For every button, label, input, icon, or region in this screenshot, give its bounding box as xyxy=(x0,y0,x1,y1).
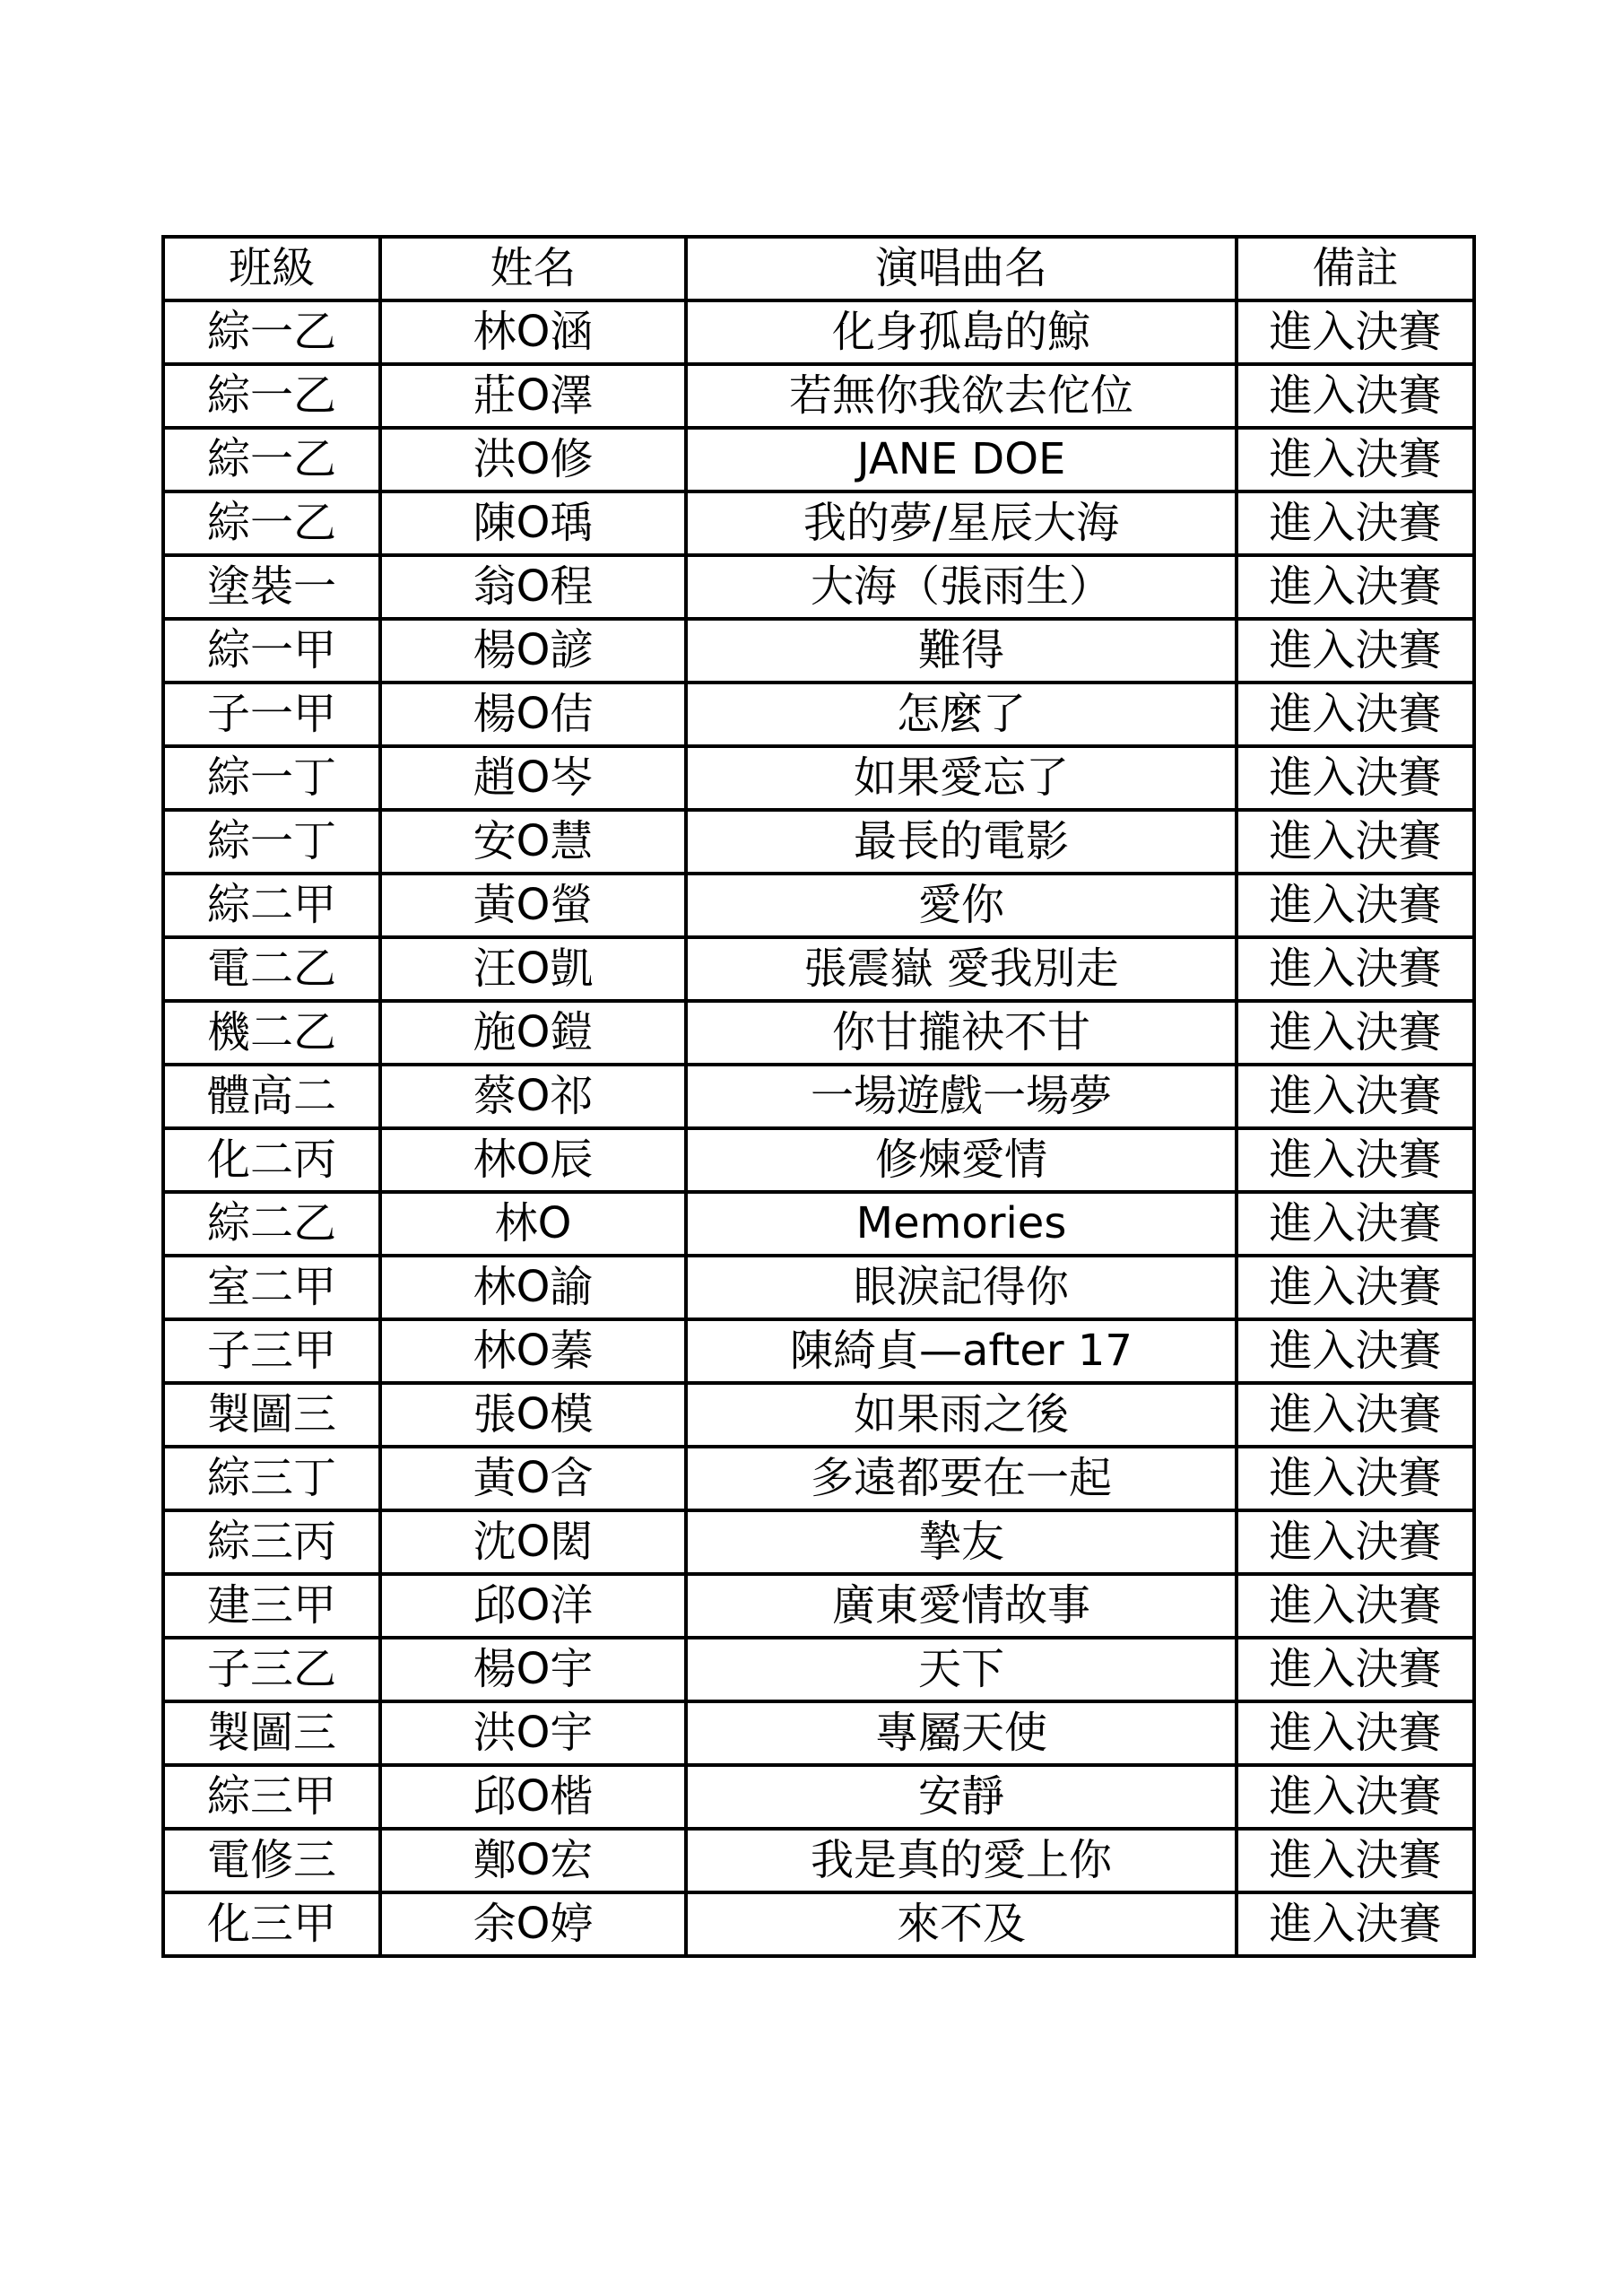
cell-class: 綜一甲 xyxy=(163,619,380,683)
table-row xyxy=(163,428,1474,491)
cell-note: 進入決賽 xyxy=(1237,1574,1474,1638)
cell-name: 楊O宇 xyxy=(380,1638,686,1701)
cell-name: 邱O楷 xyxy=(380,1765,686,1829)
cell-name: 汪O凱 xyxy=(380,937,686,1001)
cell-class: 電二乙 xyxy=(163,937,380,1001)
cell-name: 陳O瑀 xyxy=(380,491,686,555)
cell-class: 綜二甲 xyxy=(163,874,380,937)
cell-class: 製圖三 xyxy=(163,1383,380,1447)
table-header xyxy=(163,237,1474,300)
header-row xyxy=(163,237,1474,300)
cell-class: 綜一丁 xyxy=(163,746,380,810)
table-row xyxy=(163,300,1474,364)
cell-note: 進入決賽 xyxy=(1237,937,1474,1001)
cell-name: 鄭O宏 xyxy=(380,1829,686,1892)
cell-name: 林O辰 xyxy=(380,1128,686,1192)
cell-name: 洪O宇 xyxy=(380,1701,686,1765)
cell-class: 綜三丁 xyxy=(163,1447,380,1510)
cell-class: 綜三丙 xyxy=(163,1510,380,1574)
cell-note: 進入決賽 xyxy=(1237,1892,1474,1956)
cell-note: 進入決賽 xyxy=(1237,1192,1474,1256)
table-row xyxy=(163,619,1474,683)
cell-note: 進入決賽 xyxy=(1237,1319,1474,1383)
table-row xyxy=(163,491,1474,555)
cell-class: 室二甲 xyxy=(163,1256,380,1319)
cell-class: 機二乙 xyxy=(163,1001,380,1065)
table-row xyxy=(163,1383,1474,1447)
cell-name: 楊O佶 xyxy=(380,683,686,746)
table-row xyxy=(163,1829,1474,1892)
cell-song: 大海（張雨生） xyxy=(686,555,1237,619)
table-body xyxy=(163,300,1474,1956)
table-row xyxy=(163,1001,1474,1065)
cell-class: 綜一乙 xyxy=(163,364,380,428)
cell-song: JANE DOE xyxy=(686,428,1237,491)
table-row xyxy=(163,1574,1474,1638)
cell-note: 進入決賽 xyxy=(1237,746,1474,810)
cell-song: 來不及 xyxy=(686,1892,1237,1956)
cell-name: 林O涵 xyxy=(380,300,686,364)
cell-class: 體高二 xyxy=(163,1065,380,1128)
cell-note: 進入決賽 xyxy=(1237,619,1474,683)
cell-song: 難得 xyxy=(686,619,1237,683)
cell-name: 翁O程 xyxy=(380,555,686,619)
cell-name: 黃O螢 xyxy=(380,874,686,937)
cell-song: 如果愛忘了 xyxy=(686,746,1237,810)
cell-song: 眼淚記得你 xyxy=(686,1256,1237,1319)
cell-note: 進入決賽 xyxy=(1237,1256,1474,1319)
cell-note: 進入決賽 xyxy=(1237,1065,1474,1128)
header-song: 演唱曲名 xyxy=(686,237,1237,300)
table-row xyxy=(163,364,1474,428)
cell-name: 林O諭 xyxy=(380,1256,686,1319)
cell-name: 趙O岑 xyxy=(380,746,686,810)
cell-class: 子三乙 xyxy=(163,1638,380,1701)
cell-name: 施O鎧 xyxy=(380,1001,686,1065)
cell-song: 怎麼了 xyxy=(686,683,1237,746)
cell-class: 製圖三 xyxy=(163,1701,380,1765)
cell-note: 進入決賽 xyxy=(1237,683,1474,746)
table-row xyxy=(163,1319,1474,1383)
table-row xyxy=(163,683,1474,746)
cell-note: 進入決賽 xyxy=(1237,1765,1474,1829)
cell-song: 我的夢/星辰大海 xyxy=(686,491,1237,555)
cell-class: 化三甲 xyxy=(163,1892,380,1956)
cell-song: 摯友 xyxy=(686,1510,1237,1574)
cell-note: 進入決賽 xyxy=(1237,1829,1474,1892)
cell-name: 安O慧 xyxy=(380,810,686,874)
table-row xyxy=(163,874,1474,937)
cell-note: 進入決賽 xyxy=(1237,555,1474,619)
cell-song: 愛你 xyxy=(686,874,1237,937)
table-row xyxy=(163,810,1474,874)
cell-name: 楊O諺 xyxy=(380,619,686,683)
cell-name: 莊O澤 xyxy=(380,364,686,428)
table-row xyxy=(163,1510,1474,1574)
cell-class: 綜三甲 xyxy=(163,1765,380,1829)
cell-name: 沈O閎 xyxy=(380,1510,686,1574)
cell-class: 綜一丁 xyxy=(163,810,380,874)
cell-class: 電修三 xyxy=(163,1829,380,1892)
table-row xyxy=(163,1065,1474,1128)
cell-song: 化身孤島的鯨 xyxy=(686,300,1237,364)
cell-class: 建三甲 xyxy=(163,1574,380,1638)
cell-song: 張震嶽 愛我別走 xyxy=(686,937,1237,1001)
cell-song: Memories xyxy=(686,1192,1237,1256)
cell-note: 進入決賽 xyxy=(1237,1128,1474,1192)
cell-note: 進入決賽 xyxy=(1237,1701,1474,1765)
cell-note: 進入決賽 xyxy=(1237,1447,1474,1510)
table-row xyxy=(163,1128,1474,1192)
cell-song: 陳綺貞—after 17 xyxy=(686,1319,1237,1383)
cell-name: 黃O含 xyxy=(380,1447,686,1510)
cell-note: 進入決賽 xyxy=(1237,300,1474,364)
cell-name: 張O模 xyxy=(380,1383,686,1447)
header-class: 班級 xyxy=(163,237,380,300)
cell-class: 綜一乙 xyxy=(163,491,380,555)
cell-class: 綜一乙 xyxy=(163,428,380,491)
table-row xyxy=(163,1638,1474,1701)
cell-song: 廣東愛情故事 xyxy=(686,1574,1237,1638)
cell-name: 洪O修 xyxy=(380,428,686,491)
table-row xyxy=(163,1192,1474,1256)
cell-song: 天下 xyxy=(686,1638,1237,1701)
table-row xyxy=(163,1447,1474,1510)
header-note: 備註 xyxy=(1237,237,1474,300)
cell-song: 我是真的愛上你 xyxy=(686,1829,1237,1892)
cell-song: 修煉愛情 xyxy=(686,1128,1237,1192)
cell-class: 子三甲 xyxy=(163,1319,380,1383)
cell-song: 你甘攏袂不甘 xyxy=(686,1001,1237,1065)
table-row xyxy=(163,1701,1474,1765)
cell-class: 塗裝一 xyxy=(163,555,380,619)
cell-class: 綜二乙 xyxy=(163,1192,380,1256)
cell-note: 進入決賽 xyxy=(1237,1638,1474,1701)
table-row xyxy=(163,746,1474,810)
cell-name: 林O蓁 xyxy=(380,1319,686,1383)
document-page xyxy=(161,235,1472,1958)
cell-class: 化二丙 xyxy=(163,1128,380,1192)
cell-song: 多遠都要在一起 xyxy=(686,1447,1237,1510)
table-row xyxy=(163,1765,1474,1829)
cell-song: 如果雨之後 xyxy=(686,1383,1237,1447)
cell-note: 進入決賽 xyxy=(1237,1383,1474,1447)
cell-song: 一場遊戲一場夢 xyxy=(686,1065,1237,1128)
cell-name: 蔡O祁 xyxy=(380,1065,686,1128)
table-row xyxy=(163,1256,1474,1319)
cell-note: 進入決賽 xyxy=(1237,1510,1474,1574)
cell-class: 綜一乙 xyxy=(163,300,380,364)
cell-name: 林O xyxy=(380,1192,686,1256)
cell-name: 邱O洋 xyxy=(380,1574,686,1638)
cell-class: 子一甲 xyxy=(163,683,380,746)
cell-song: 專屬天使 xyxy=(686,1701,1237,1765)
cell-note: 進入決賽 xyxy=(1237,364,1474,428)
header-name: 姓名 xyxy=(380,237,686,300)
table-row xyxy=(163,1892,1474,1956)
cell-note: 進入決賽 xyxy=(1237,874,1474,937)
finalists-table xyxy=(161,235,1476,1958)
cell-note: 進入決賽 xyxy=(1237,491,1474,555)
cell-note: 進入決賽 xyxy=(1237,810,1474,874)
cell-song: 安靜 xyxy=(686,1765,1237,1829)
cell-song: 最長的電影 xyxy=(686,810,1237,874)
table-row xyxy=(163,937,1474,1001)
cell-note: 進入決賽 xyxy=(1237,428,1474,491)
table-row xyxy=(163,555,1474,619)
cell-name: 余O婷 xyxy=(380,1892,686,1956)
cell-note: 進入決賽 xyxy=(1237,1001,1474,1065)
cell-song: 若無你我欲去佗位 xyxy=(686,364,1237,428)
